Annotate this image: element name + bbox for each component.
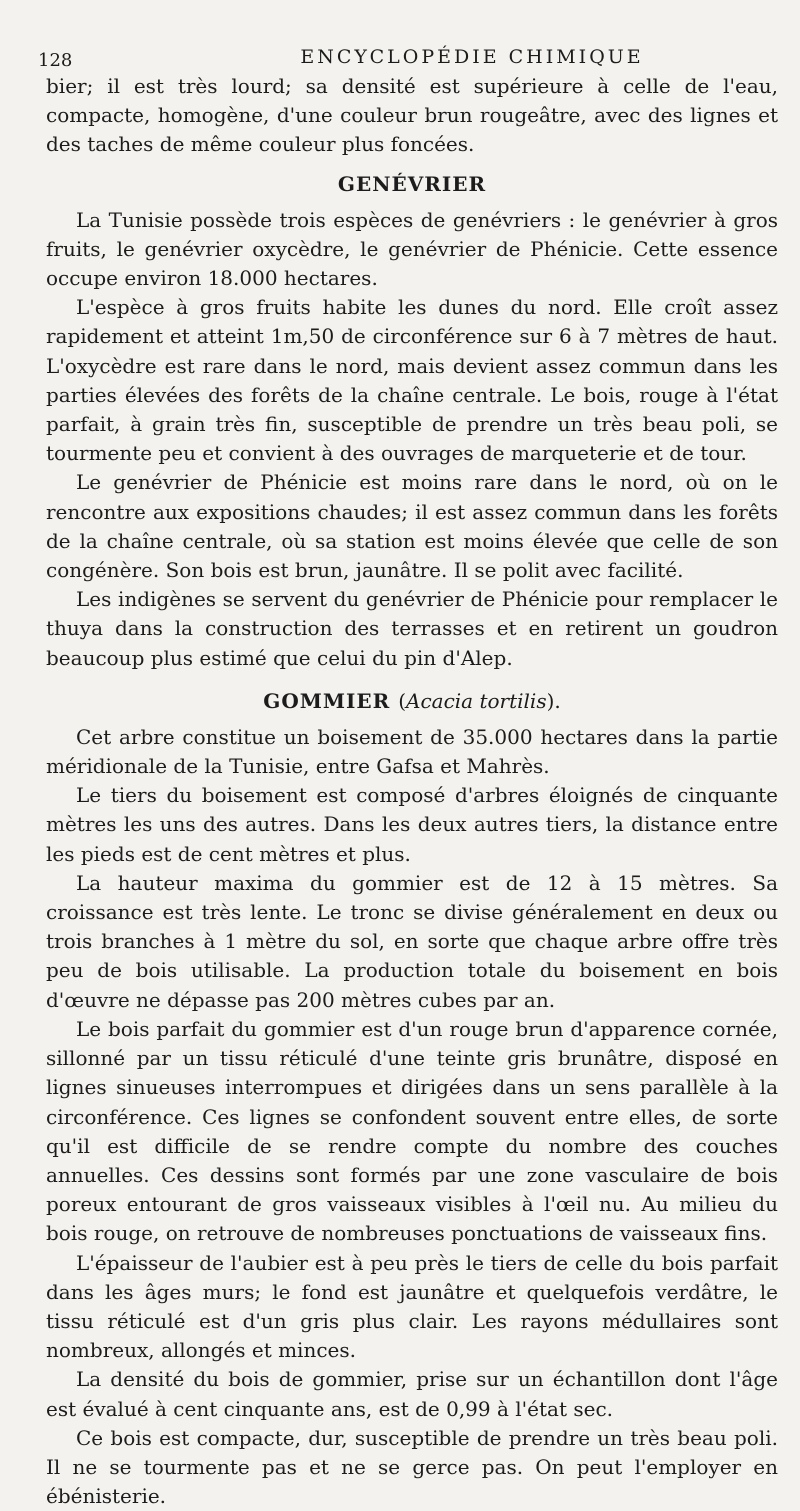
paragraph: Le bois parfait du gommier est d'un rouge brun d'apparence cornée, sillonné par un tissu réticulé d'une teinte gris brunâtre, disposé en lignes sinueuses interrompues et dirigées dans un sens parallèle à la circonférence. Ces lignes se confondent souvent entre elles, de sorte qu'il est difficile de se rendre compte du nombre des couches annuelles. Ces dessins sont formés par une zone vasculaire de bois poreux entourant de gros vaisseaux visibles à l'œil nu. Au milieu du bois rouge, on retrouve de nombreuses ponctuations de vaisseaux fins.	[46, 1016, 778, 1246]
intro-paragraph: bier; il est très lourd; sa densité est supérieure à celle de l'eau, compacte, homogène, d'une couleur brun rougeâtre, avec des lignes et des taches de même couleur plus foncées.	[46, 74, 778, 157]
paragraph: Le genévrier de Phénicie est moins rare dans le nord, où on le rencontre aux expositions chaudes; il est assez commun dans les forêts de la chaîne centrale, où sa station est moins élevée que celle de son congénère. Son bois est brun, jaunâtre. Il se polit avec facilité.	[46, 470, 778, 583]
paragraph: La hauteur maxima du gommier est de 12 à 15 mètres. Sa croissance est très lente. Le tronc se divise généralement en deux ou trois branches à 1 mètre du sol, en sorte que chaque arbre offre très peu de bois utilisable. La production totale du boisement en bois d'œuvre ne dépasse pas 200 mètres cubes par an.	[46, 870, 778, 1012]
paragraph: Ce bois est compacte, dur, susceptible de prendre un très beau poli. Il ne se tourmente pas et ne se gerce pas. On peut l'employer en ébénisterie.	[46, 1425, 778, 1509]
section-title-genevrier: GENÉVRIER	[337, 171, 487, 196]
subtitle-open: (	[398, 688, 407, 713]
running-title: ENCYCLOPÉDIE CHIMIQUE	[300, 46, 644, 68]
subtitle-close: ).	[546, 688, 561, 713]
paragraph: L'épaisseur de l'aubier est à peu près le tiers de celle du bois parfait dans les âges murs; le fond est jaunâtre et quelquefois verdâtre, le tissu réticulé est d'un gris plus clair. Les rayons médullaires sont nombreux, allongés et minces.	[46, 1250, 778, 1363]
section-title-text: GOMMIER	[263, 688, 391, 713]
section-gommier	[46, 687, 778, 1511]
paragraph: Le tiers du boisement est composé d'arbres éloignés de cinquante mètres les uns des autres. Dans les deux autres tiers, la distance entre les pieds est de cent mètres et plus.	[46, 783, 778, 866]
paragraph: La Tunisie possède trois espèces de genévriers : le genévrier à gros fruits, le genévrier oxycèdre, le genévrier de Phénicie. Cette essence occupe environ 18.000 hectares.	[46, 207, 778, 291]
section-subtitle	[398, 689, 561, 713]
section-genevrier	[46, 170, 778, 673]
latin-name: Acacia tortilis	[406, 688, 547, 713]
paragraph: Cet arbre constitue un boisement de 35.000 hectares dans la partie méridionale de la Tunisie, entre Gafsa et Mahrès.	[46, 724, 778, 779]
page-header	[38, 36, 778, 72]
paragraph: La densité du bois de gommier, prise sur un échantillon dont l'âge est évalué à cent cinquante ans, est de 0,99 à l'état sec.	[46, 1367, 778, 1421]
section-title-gommier	[46, 687, 778, 715]
page-number: 128	[38, 50, 73, 71]
paragraph: L'espèce à gros fruits habite les dunes du nord. Elle croît assez rapidement et atteint 1m,50 de circonférence sur 6 à 7 mètres de haut. L'oxycèdre est rare dans le nord, mais devient assez commun dans les parties élevées des forêts de la chaîne centrale. Le bois, rouge à l'état parfait, à grain très fin, susceptible de prendre un très beau poli, se tourmente peu et convient à des ouvrages de marqueterie et de tour.	[46, 295, 778, 466]
paragraph: Les indigènes se servent du genévrier de Phénicie pour remplacer le thuya dans la construction des terrasses et en retirent un goudron beaucoup plus estimé que celui du pin d'Alep.	[46, 587, 778, 670]
